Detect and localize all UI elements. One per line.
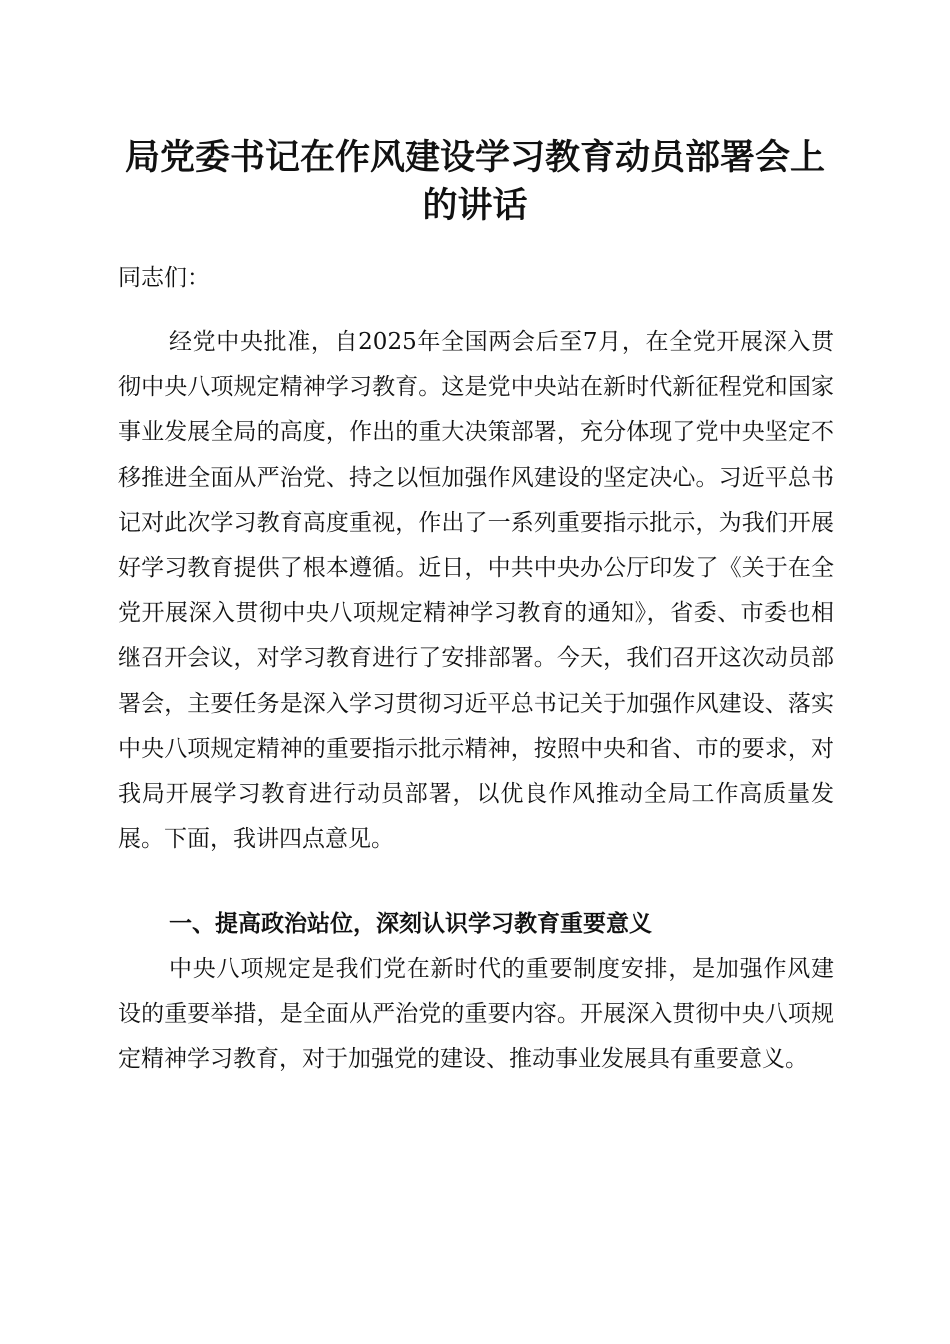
paragraph-section-1: 中央八项规定是我们党在新时代的重要制度安排，是加强作风建设的重要举措，是全面从严治党的重要内容。开展深入贯彻中央八项规定精神学习教育，对于加强党的建设、推动事业发展具有重要意义。 xyxy=(118,956,834,1073)
salutation: 同志们： xyxy=(118,265,210,291)
document-title: 局党委书记在作风建设学习教育动员部署会上的讲话 xyxy=(124,137,825,226)
paragraph-opening: 经党中央批准，自2025年全国两会后至7月，在全党开展深入贯彻中央八项规定精神学习教育。这是党中央站在新时代新征程党和国家事业发展全局的高度，作出的重大决策部署，充分体现了党中央坚定不移推进全面从严治党、持之以恒加强作风建设的坚定决心。习近平总书记对此次学习教育高度重视，作出了一系列重要指示批示，为我们开展好学习教育提供了根本遵循。近日，中共中央办公厅印发了《关于在全党开展深入贯彻中央八项规定精神学习教育的通知》，省委、市委也相继召开会议，对学习教育进行了安排部署。今天，我们召开这次动员部署会，主要任务是深入学习贯彻习近平总书记关于加强作风建设、落实中央八项规定精神的重要指示批示精神，按照中央和省、市的要求，对我局开展学习教育进行动员部署，以优良作风推动全局工作高质量发展。下面，我讲四点意见。 xyxy=(118,329,834,853)
section-heading-1: 一、提高政治站位，深刻认识学习教育重要意义 xyxy=(169,911,652,937)
